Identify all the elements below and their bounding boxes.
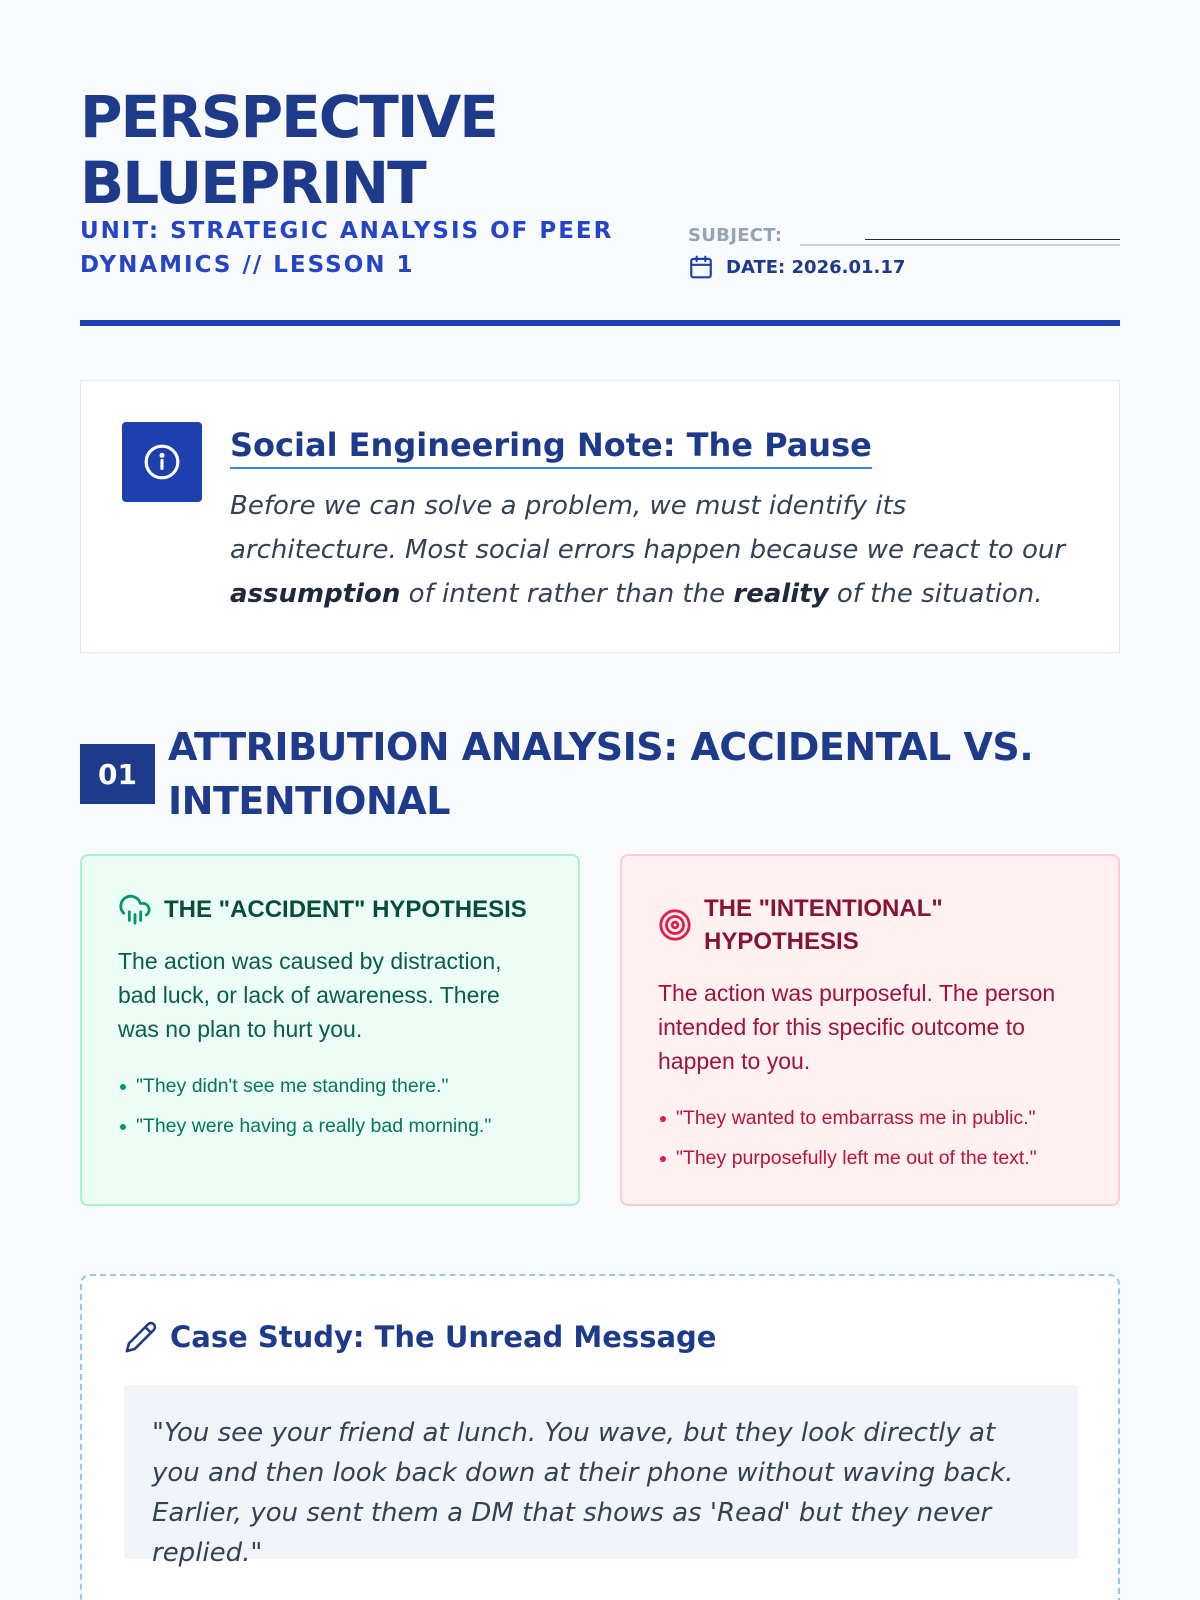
accident-hypothesis-card: [80, 854, 580, 1206]
note-body-bold-reality: reality: [733, 579, 829, 609]
note-icon-box: [122, 422, 202, 502]
intentional-title: THE "INTENTIONAL" HYPOTHESIS: [704, 895, 943, 955]
case-study-header: [124, 1320, 716, 1354]
info-icon: [143, 443, 181, 481]
unit-line-2: DYNAMICS // LESSON 1: [80, 252, 415, 278]
accident-card-header: [118, 892, 542, 926]
note-body-bold-assumption: assumption: [230, 579, 401, 609]
target-icon: [658, 908, 692, 942]
accident-title: THE "ACCIDENT" HYPOTHESIS: [164, 895, 527, 923]
section-number-badge: 01: [80, 744, 155, 804]
note-body: [230, 484, 1080, 616]
calendar-icon: [688, 254, 714, 280]
case-study-card: [80, 1274, 1120, 1600]
meta-block: [688, 216, 1120, 280]
list-item: "They purposefully left me out of the text.": [658, 1138, 1082, 1178]
subject-row: [688, 216, 1120, 246]
note-body-text-3: of the situation.: [828, 579, 1043, 609]
unit-subtitle: [80, 214, 640, 282]
note-body-text-1: Before we can solve a problem, we must identify its architecture. Most social errors happen because we react to our: [230, 491, 1066, 565]
section-title: ATTRIBUTION ANALYSIS: ACCIDENTAL VS. INTENTIONAL: [168, 725, 1034, 823]
date-row: [688, 254, 1120, 280]
note-body-text-2: of intent rather than the: [400, 579, 734, 609]
cloud-rain-icon: [118, 892, 152, 926]
list-item: "They didn't see me standing there.": [118, 1066, 542, 1106]
page-header: [80, 0, 1120, 330]
header-divider: [80, 320, 1120, 326]
case-study-title: Case Study: The Unread Message: [170, 1320, 717, 1354]
date-label: DATE: 2026.01.17: [726, 256, 906, 278]
case-study-quote: "You see your friend at lunch. You wave, but they look directly at you and then look back down at their phone without waving back. Earlier, you sent them a DM that shows as 'Read' but they never replied.": [124, 1385, 1078, 1559]
intentional-examples: [658, 1098, 1082, 1178]
subject-label: SUBJECT:: [688, 225, 783, 246]
note-card: [80, 380, 1120, 653]
pencil-icon: [124, 1320, 158, 1354]
title-line-1: PERSPECTIVE: [80, 83, 497, 151]
page-title: [80, 84, 640, 216]
list-item: "They wanted to embarrass me in public.": [658, 1098, 1082, 1138]
note-title: Social Engineering Note: The Pause: [230, 423, 872, 469]
list-item: "They were having a really bad morning.": [118, 1106, 542, 1146]
accident-body: The action was caused by distraction, bad luck, or lack of awareness. There was no plan to hurt you.: [118, 948, 502, 1042]
intentional-hypothesis-card: [620, 854, 1120, 1206]
intentional-card-header: [658, 892, 1082, 958]
unit-line-1: UNIT: STRATEGIC ANALYSIS OF PEER: [80, 218, 614, 244]
accident-examples: [118, 1066, 542, 1146]
subject-field[interactable]: [800, 216, 1120, 246]
title-line-2: BLUEPRINT: [80, 149, 425, 217]
intentional-body: The action was purposeful. The person intended for this specific outcome to happen to you.: [658, 980, 1056, 1074]
